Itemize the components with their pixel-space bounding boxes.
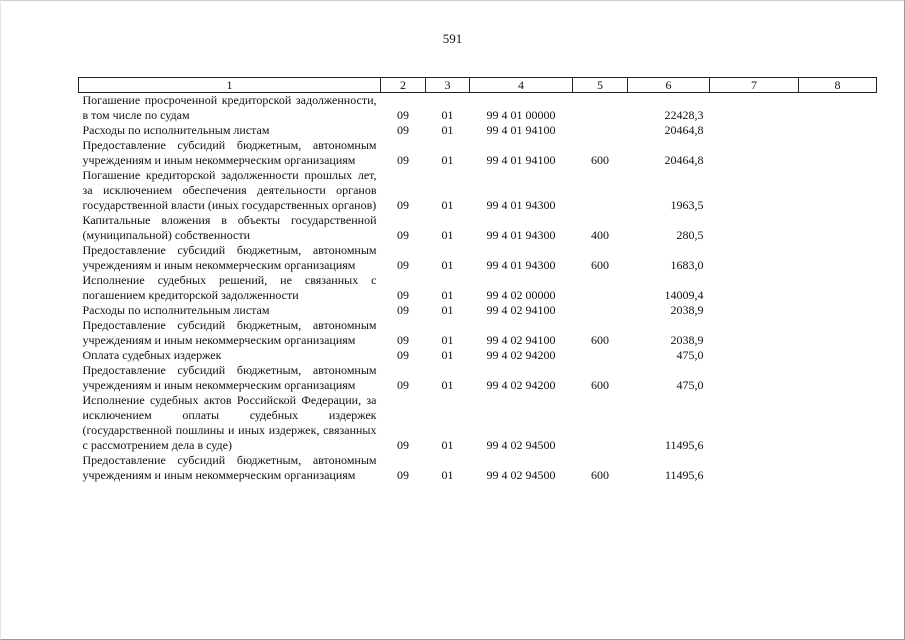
row-target-article-cell: 99 4 02 94500 — [486, 468, 556, 482]
row-section-cell: 09 — [397, 228, 409, 242]
row-col7-cell — [710, 273, 799, 303]
row-col8-cell — [799, 138, 877, 168]
row-subsection-cell: 01 — [441, 108, 454, 122]
row-subsection-cell: 01 — [441, 228, 454, 242]
row-col7-cell — [710, 213, 799, 243]
table-row — [79, 243, 877, 273]
row-section-cell: 09 — [397, 123, 409, 137]
row-expense-type-cell: 600 — [591, 258, 609, 272]
row-col8-cell — [799, 213, 877, 243]
row-col8-cell — [799, 348, 877, 363]
row-name-cell: Расходы по исполнительным листам — [82, 123, 270, 137]
budget-table — [78, 77, 877, 483]
row-subsection-cell: 01 — [441, 468, 454, 482]
row-name-cell: Капитальные вложения в объекты государственной (муниципальной) собственности — [82, 213, 377, 242]
row-expense-type-cell — [573, 93, 628, 124]
row-col7-cell — [710, 93, 799, 124]
row-target-article-cell: 99 4 02 94200 — [486, 348, 556, 362]
column-header: 3 — [426, 78, 470, 93]
row-amount-cell: 1963,5 — [670, 198, 704, 212]
column-header: 5 — [573, 78, 628, 93]
row-amount-cell: 22428,3 — [664, 108, 704, 122]
row-expense-type-cell: 600 — [591, 153, 609, 167]
row-col8-cell — [799, 453, 877, 483]
row-expense-type-cell — [573, 123, 628, 138]
row-col8-cell — [799, 303, 877, 318]
row-col8-cell — [799, 273, 877, 303]
row-col7-cell — [710, 303, 799, 318]
row-target-article-cell: 99 4 02 94200 — [486, 378, 556, 392]
row-target-article-cell: 99 4 01 94100 — [486, 123, 556, 137]
row-subsection-cell: 01 — [441, 378, 454, 392]
row-name-cell: Исполнение судебных актов Российской Федерации, за исключением оплаты судебных издержек (государственной пошлины и иных издержек, связанных с рассмотрением дела в суде) — [82, 393, 377, 452]
row-name-cell: Исполнение судебных решений, не связанных с погашением кредиторской задолженности — [82, 273, 377, 302]
row-amount-cell: 20464,8 — [664, 123, 704, 137]
row-section-cell: 09 — [397, 303, 409, 317]
row-amount-cell: 2038,9 — [670, 303, 704, 317]
row-col8-cell — [799, 93, 877, 124]
row-section-cell: 09 — [397, 378, 409, 392]
row-target-article-cell: 99 4 02 94100 — [486, 303, 556, 317]
row-section-cell: 09 — [397, 438, 409, 452]
row-amount-cell: 475,0 — [676, 378, 704, 392]
row-col7-cell — [710, 123, 799, 138]
row-subsection-cell: 01 — [441, 153, 454, 167]
row-target-article-cell: 99 4 01 94300 — [486, 258, 556, 272]
table-row — [79, 318, 877, 348]
table-row — [79, 393, 877, 453]
row-amount-cell: 11495,6 — [664, 468, 704, 482]
row-name-cell: Предоставление субсидий бюджетным, автономным учреждениям и иным некоммерческим организациям — [82, 453, 377, 482]
row-col7-cell — [710, 393, 799, 453]
column-header: 6 — [628, 78, 710, 93]
row-target-article-cell: 99 4 01 94300 — [486, 198, 556, 212]
row-expense-type-cell — [573, 348, 628, 363]
row-col7-cell — [710, 243, 799, 273]
table-row — [79, 453, 877, 483]
row-amount-cell: 280,5 — [676, 228, 704, 242]
row-section-cell: 09 — [397, 468, 409, 482]
row-col8-cell — [799, 123, 877, 138]
row-col7-cell — [710, 318, 799, 348]
row-col7-cell — [710, 168, 799, 213]
row-name-cell: Предоставление субсидий бюджетным, автономным учреждениям и иным некоммерческим организациям — [82, 318, 377, 347]
column-header: 4 — [470, 78, 573, 93]
column-header: 7 — [710, 78, 799, 93]
column-header: 1 — [79, 78, 381, 93]
row-amount-cell: 2038,9 — [670, 333, 704, 347]
page-number: 591 — [442, 31, 463, 46]
row-name-cell: Расходы по исполнительным листам — [82, 303, 270, 317]
row-target-article-cell: 99 4 02 00000 — [486, 288, 556, 302]
row-col8-cell — [799, 363, 877, 393]
header-row — [79, 78, 877, 93]
row-col8-cell — [799, 393, 877, 453]
row-name-cell: Предоставление субсидий бюджетным, автономным учреждениям и иным некоммерческим организациям — [82, 363, 377, 392]
row-section-cell: 09 — [397, 348, 409, 362]
row-target-article-cell: 99 4 01 94100 — [486, 153, 556, 167]
row-section-cell: 09 — [397, 108, 409, 122]
row-section-cell: 09 — [397, 198, 409, 212]
row-col8-cell — [799, 168, 877, 213]
row-col7-cell — [710, 138, 799, 168]
row-target-article-cell: 99 4 01 00000 — [486, 108, 556, 122]
row-col7-cell — [710, 348, 799, 363]
row-expense-type-cell — [573, 273, 628, 303]
row-expense-type-cell: 400 — [591, 228, 609, 242]
row-name-cell: Погашение просроченной кредиторской задолженности, в том числе по судам — [82, 93, 377, 122]
row-expense-type-cell — [573, 393, 628, 453]
row-expense-type-cell: 600 — [591, 468, 609, 482]
table-row — [79, 213, 877, 243]
row-col8-cell — [799, 243, 877, 273]
row-amount-cell: 20464,8 — [664, 153, 704, 167]
row-subsection-cell: 01 — [441, 303, 454, 317]
table-row — [79, 363, 877, 393]
row-subsection-cell: 01 — [441, 288, 454, 302]
row-subsection-cell: 01 — [441, 123, 454, 137]
row-subsection-cell: 01 — [441, 198, 454, 212]
row-section-cell: 09 — [397, 258, 409, 272]
row-expense-type-cell: 600 — [591, 378, 609, 392]
row-name-cell: Предоставление субсидий бюджетным, автономным учреждениям и иным некоммерческим организациям — [82, 138, 377, 167]
row-expense-type-cell: 600 — [591, 333, 609, 347]
row-target-article-cell: 99 4 02 94500 — [486, 438, 556, 452]
row-name-cell: Предоставление субсидий бюджетным, автономным учреждениям и иным некоммерческим организациям — [82, 243, 377, 272]
row-target-article-cell: 99 4 01 94300 — [486, 228, 556, 242]
row-col7-cell — [710, 363, 799, 393]
table-row — [79, 138, 877, 168]
row-section-cell: 09 — [397, 288, 409, 302]
row-target-article-cell: 99 4 02 94100 — [486, 333, 556, 347]
row-subsection-cell: 01 — [441, 348, 454, 362]
row-subsection-cell: 01 — [441, 258, 454, 272]
row-section-cell: 09 — [397, 153, 409, 167]
row-expense-type-cell — [573, 303, 628, 318]
table-row — [79, 273, 877, 303]
table-row — [79, 168, 877, 213]
row-section-cell: 09 — [397, 333, 409, 347]
row-amount-cell: 1683,0 — [670, 258, 704, 272]
row-amount-cell: 11495,6 — [664, 438, 704, 452]
row-subsection-cell: 01 — [441, 438, 454, 452]
table-row — [79, 123, 877, 138]
row-col8-cell — [799, 318, 877, 348]
table-row — [79, 93, 877, 124]
row-subsection-cell: 01 — [441, 333, 454, 347]
row-expense-type-cell — [573, 168, 628, 213]
row-col7-cell — [710, 453, 799, 483]
row-amount-cell: 14009,4 — [664, 288, 704, 302]
column-header: 8 — [799, 78, 877, 93]
column-header: 2 — [381, 78, 426, 93]
row-name-cell: Погашение кредиторской задолженности прошлых лет, за исключением обеспечения деятельности органов государственной власти (иных государственных органов) — [82, 168, 377, 212]
row-amount-cell: 475,0 — [676, 348, 704, 362]
table-row — [79, 303, 877, 318]
row-name-cell: Оплата судебных издержек — [82, 348, 222, 362]
table-body — [79, 93, 877, 484]
table-row — [79, 348, 877, 363]
